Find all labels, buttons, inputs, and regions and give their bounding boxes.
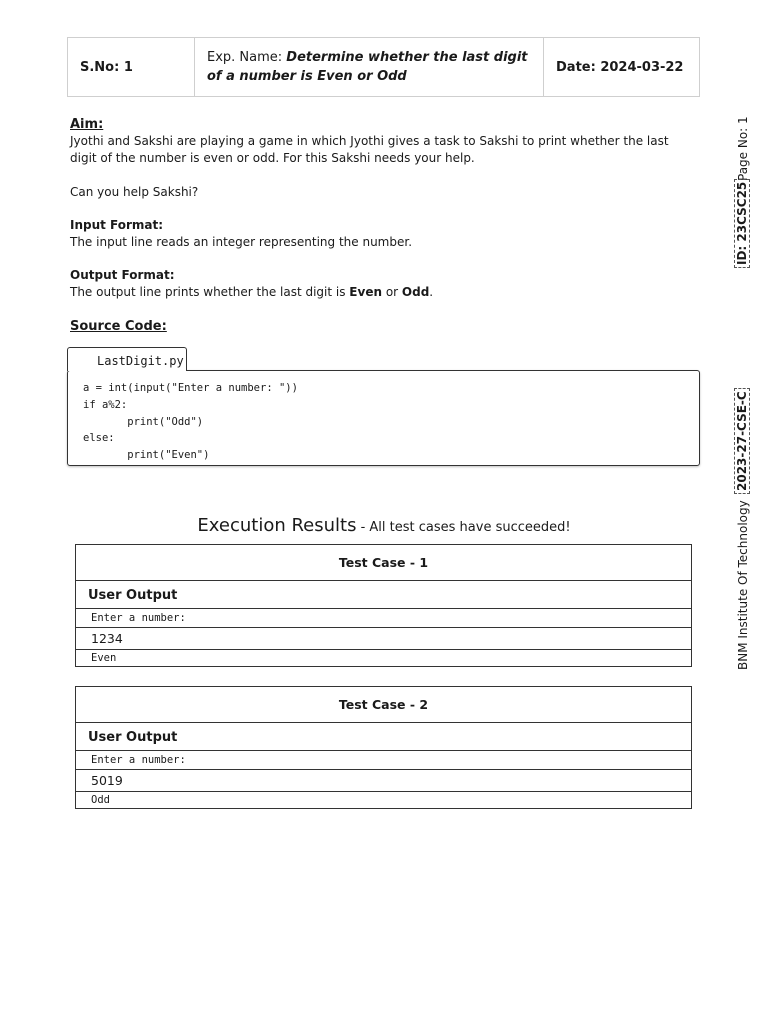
institute-name: BNM Institute Of Technology xyxy=(736,500,750,670)
problem-description xyxy=(70,116,690,335)
output-format-label: Output Format: xyxy=(70,268,175,282)
aim-title: Aim: xyxy=(70,117,104,132)
user-input: 5019 xyxy=(76,770,691,792)
input-prompt: Enter a number: xyxy=(76,609,691,628)
input-format-text: The input line reads an integer representing the number. xyxy=(70,235,413,249)
test-case-title: Test Case - 2 xyxy=(76,687,691,723)
execution-title: Execution Results xyxy=(197,515,357,536)
source-code: a = int(input("Enter a number: ")) if a%2: print("Odd") else: print("Even") xyxy=(83,382,298,462)
aim-question: Can you help Sakshi? xyxy=(70,185,199,199)
input-format-label: Input Format: xyxy=(70,218,164,232)
user-input: 1234 xyxy=(76,628,691,650)
execution-results-title xyxy=(0,515,768,536)
program-output: Odd xyxy=(91,794,110,806)
source-file-tab: LastDigit.py xyxy=(67,347,187,371)
output-format-text: The output line prints whether the last digit is Even or Odd. xyxy=(70,285,434,299)
test-case-title: Test Case - 1 xyxy=(76,545,691,581)
student-id: ID: 23CSC25 xyxy=(734,179,750,268)
experiment-date: Date: 2024-03-22 xyxy=(544,38,700,97)
test-case-2 xyxy=(75,686,692,809)
source-code-block xyxy=(67,370,700,466)
aim-text: Jyothi and Sakshi are playing a game in which Jyothi gives a task to Sakshi to print whether the last digit of the number is even or odd. For this Sakshi needs your help. xyxy=(70,134,669,165)
experiment-name xyxy=(195,38,544,97)
experiment-header xyxy=(67,37,700,97)
exp-name-label: Exp. Name: xyxy=(207,50,287,65)
input-prompt: Enter a number: xyxy=(76,751,691,770)
serial-number: S.No: 1 xyxy=(68,38,195,97)
execution-subtitle: - All test cases have succeeded! xyxy=(356,520,571,535)
test-case-1 xyxy=(75,544,692,667)
source-code-title: Source Code: xyxy=(70,319,167,334)
exp-name-value: Determine whether the last digit of a number is Even or Odd xyxy=(207,50,528,84)
user-output-label: User Output xyxy=(76,723,691,751)
page-number: Page No: 1 xyxy=(736,116,750,181)
program-output: Even xyxy=(91,652,117,664)
batch-code: 2023-27-CSE-C xyxy=(734,388,750,494)
user-output-label: User Output xyxy=(76,581,691,609)
